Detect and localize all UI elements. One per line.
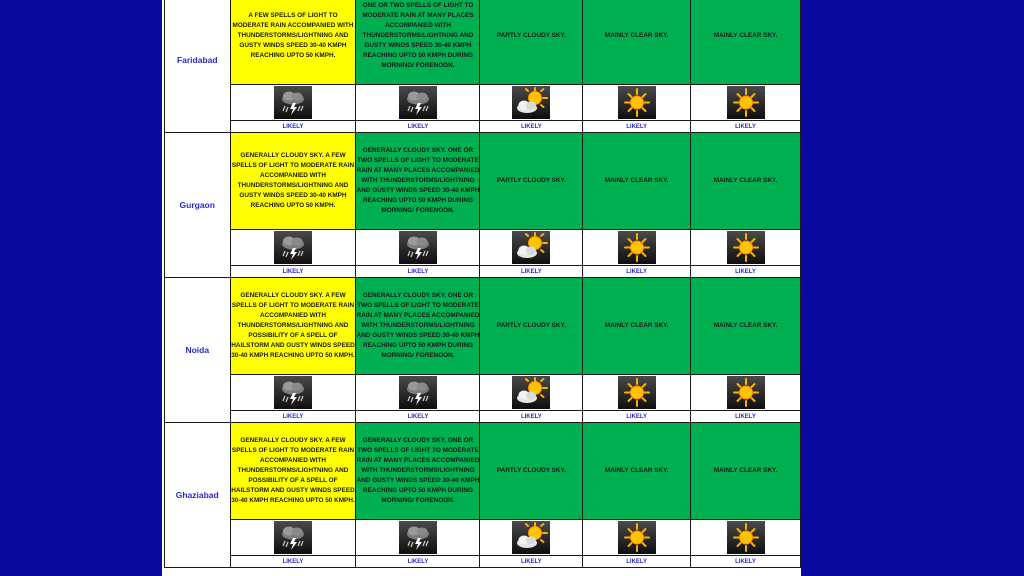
likelihood-label: LIKELY <box>691 121 801 133</box>
icon-row <box>165 230 801 266</box>
forecast-page <box>162 0 801 576</box>
forecast-day-3-icon-cell <box>480 230 583 266</box>
thunderstorm-rain-icon <box>399 231 437 264</box>
city-name: Noida <box>165 278 231 423</box>
forecast-day-3-text: PARTLY CLOUDY SKY. <box>480 133 583 230</box>
thunderstorm-rain-icon <box>274 376 312 409</box>
forecast-row-noida <box>165 278 801 375</box>
likelihood-label: LIKELY <box>356 266 480 278</box>
likelihood-label: LIKELY <box>480 556 583 568</box>
forecast-day-2-icon-cell <box>356 230 480 266</box>
likelihood-label: LIKELY <box>356 411 480 423</box>
likelihood-label: LIKELY <box>480 121 583 133</box>
likelihood-row <box>165 266 801 278</box>
likelihood-label: LIKELY <box>230 556 356 568</box>
forecast-day-5-icon-cell <box>691 85 801 121</box>
likelihood-label: LIKELY <box>691 266 801 278</box>
partly-cloudy-icon <box>512 376 550 409</box>
forecast-day-4-text: MAINLY CLEAR SKY. <box>583 133 691 230</box>
forecast-day-5-icon-cell <box>691 230 801 266</box>
likelihood-label: LIKELY <box>230 266 356 278</box>
likelihood-label: LIKELY <box>356 121 480 133</box>
sun-icon <box>618 86 656 119</box>
forecast-row-faridabad <box>165 0 801 85</box>
forecast-day-5-icon-cell <box>691 520 801 556</box>
thunderstorm-rain-icon <box>399 376 437 409</box>
forecast-day-1-text: GENERALLY CLOUDY SKY. A FEW SPELLS OF LIGHT TO MODERATE RAIN ACCOMPANIED WITH THUNDERSTORMS/LIGHTNING AND POSSIBILITY OF A SPELL OF HAILSTORM AND GUSTY WINDS SPEED 30-40 KMPH REACHING UPTO 50 KMPH. <box>230 278 356 375</box>
forecast-day-3-icon-cell <box>480 520 583 556</box>
forecast-day-1-text: A FEW SPELLS OF LIGHT TO MODERATE RAIN ACCOMPANIED WITH THUNDERSTORMS/LIGHTNING AND GUSTY WINDS SPEED 30-40 KMPH REACHING UPTO 50 KMPH. <box>230 0 356 85</box>
likelihood-row <box>165 411 801 423</box>
likelihood-label: LIKELY <box>480 266 583 278</box>
forecast-day-1-text: GENERALLY CLOUDY SKY. A FEW SPELLS OF LIGHT TO MODERATE RAIN ACCOMPANIED WITH THUNDERSTORMS/LIGHTNING AND POSSIBILITY OF A SPELL OF HAILSTORM AND GUSTY WINDS SPEED 30-40 KMPH REACHING UPTO 50 KMPH. <box>230 423 356 520</box>
city-name: Gurgaon <box>165 133 231 278</box>
likelihood-label: LIKELY <box>583 411 691 423</box>
sun-icon <box>727 376 765 409</box>
forecast-day-2-text: GENERALLY CLOUDY SKY. ONE OR TWO SPELLS OF LIGHT TO MODERATE RAIN AT MANY PLACES ACCOMPANIED WITH THUNDERSTORMS/LIGHTNING AND GUSTY WINDS SPEED 30-40 KMPH REACHING UPTO 50 KMPH DURING MORNING/ FORENOON. <box>356 133 480 230</box>
forecast-row-gurgaon <box>165 133 801 230</box>
city-name: Faridabad <box>165 0 231 133</box>
likelihood-label: LIKELY <box>691 556 801 568</box>
forecast-day-1-icon-cell <box>230 520 356 556</box>
forecast-day-2-icon-cell <box>356 85 480 121</box>
likelihood-label: LIKELY <box>583 266 691 278</box>
thunderstorm-rain-icon <box>274 86 312 119</box>
forecast-day-5-text: MAINLY CLEAR SKY. <box>691 278 801 375</box>
partly-cloudy-icon <box>512 231 550 264</box>
forecast-day-4-icon-cell <box>583 375 691 411</box>
forecast-day-2-text: GENERALLY CLOUDY SKY. ONE OR TWO SPELLS OF LIGHT TO MODERATE RAIN AT MANY PLACES ACCOMPANIED WITH THUNDERSTORMS/LIGHTNING AND GUSTY WINDS SPEED 30-40 KMPH REACHING UPTO 50 KMPH DURING MORNING/ FORENOON. <box>356 278 480 375</box>
forecast-day-4-text: MAINLY CLEAR SKY. <box>583 278 691 375</box>
forecast-day-2-icon-cell <box>356 375 480 411</box>
forecast-day-4-icon-cell <box>583 230 691 266</box>
icon-row <box>165 520 801 556</box>
forecast-day-4-text: MAINLY CLEAR SKY. <box>583 423 691 520</box>
likelihood-row <box>165 556 801 568</box>
likelihood-label: LIKELY <box>583 556 691 568</box>
likelihood-row <box>165 121 801 133</box>
forecast-row-ghaziabad <box>165 423 801 520</box>
partly-cloudy-icon <box>512 521 550 554</box>
forecast-day-5-icon-cell <box>691 375 801 411</box>
forecast-day-5-text: MAINLY CLEAR SKY. <box>691 423 801 520</box>
city-name: Ghaziabad <box>165 423 231 568</box>
forecast-day-1-icon-cell <box>230 85 356 121</box>
forecast-day-1-text: GENERALLY CLOUDY SKY. A FEW SPELLS OF LIGHT TO MODERATE RAIN ACCOMPANIED WITH THUNDERSTORMS/LIGHTNING AND GUSTY WINDS SPEED 30-40 KMPH REACHING UPTO 50 KMPH. <box>230 133 356 230</box>
likelihood-label: LIKELY <box>583 121 691 133</box>
forecast-day-5-text: MAINLY CLEAR SKY. <box>691 133 801 230</box>
forecast-day-2-text: ONE OR TWO SPELLS OF LIGHT TO MODERATE RAIN AT MANY PLACES ACCOMPANIED WITH THUNDERSTORMS/LIGHTNING AND GUSTY WINDS SPEED 30-40 KMPH REACHING UPTO 50 KMPH DURING MORNING/ FORENOON. <box>356 0 480 85</box>
thunderstorm-rain-icon <box>274 231 312 264</box>
likelihood-label: LIKELY <box>230 411 356 423</box>
sun-icon <box>727 86 765 119</box>
sun-icon <box>618 376 656 409</box>
thunderstorm-rain-icon <box>274 521 312 554</box>
forecast-day-2-text: GENERALLY CLOUDY SKY. ONE OR TWO SPELLS OF LIGHT TO MODERATE RAIN AT MANY PLACES ACCOMPANIED WITH THUNDERSTORMS/LIGHTNING AND GUSTY WINDS SPEED 30-40 KMPH REACHING UPTO 50 KMPH DURING MORNING/ FORENOON. <box>356 423 480 520</box>
icon-row <box>165 85 801 121</box>
forecast-day-3-icon-cell <box>480 85 583 121</box>
likelihood-label: LIKELY <box>480 411 583 423</box>
forecast-day-4-icon-cell <box>583 85 691 121</box>
forecast-day-1-icon-cell <box>230 230 356 266</box>
likelihood-label: LIKELY <box>691 411 801 423</box>
sun-icon <box>618 521 656 554</box>
forecast-day-1-icon-cell <box>230 375 356 411</box>
forecast-day-3-text: PARTLY CLOUDY SKY. <box>480 0 583 85</box>
forecast-day-3-text: PARTLY CLOUDY SKY. <box>480 423 583 520</box>
sun-icon <box>727 231 765 264</box>
likelihood-label: LIKELY <box>230 121 356 133</box>
likelihood-label: LIKELY <box>356 556 480 568</box>
icon-row <box>165 375 801 411</box>
forecast-table <box>164 0 801 568</box>
thunderstorm-rain-icon <box>399 521 437 554</box>
forecast-day-5-text: MAINLY CLEAR SKY. <box>691 0 801 85</box>
forecast-day-2-icon-cell <box>356 520 480 556</box>
forecast-day-4-icon-cell <box>583 520 691 556</box>
sun-icon <box>618 231 656 264</box>
forecast-day-3-icon-cell <box>480 375 583 411</box>
forecast-day-3-text: PARTLY CLOUDY SKY. <box>480 278 583 375</box>
thunderstorm-rain-icon <box>399 86 437 119</box>
partly-cloudy-icon <box>512 86 550 119</box>
forecast-day-4-text: MAINLY CLEAR SKY. <box>583 0 691 85</box>
sun-icon <box>727 521 765 554</box>
